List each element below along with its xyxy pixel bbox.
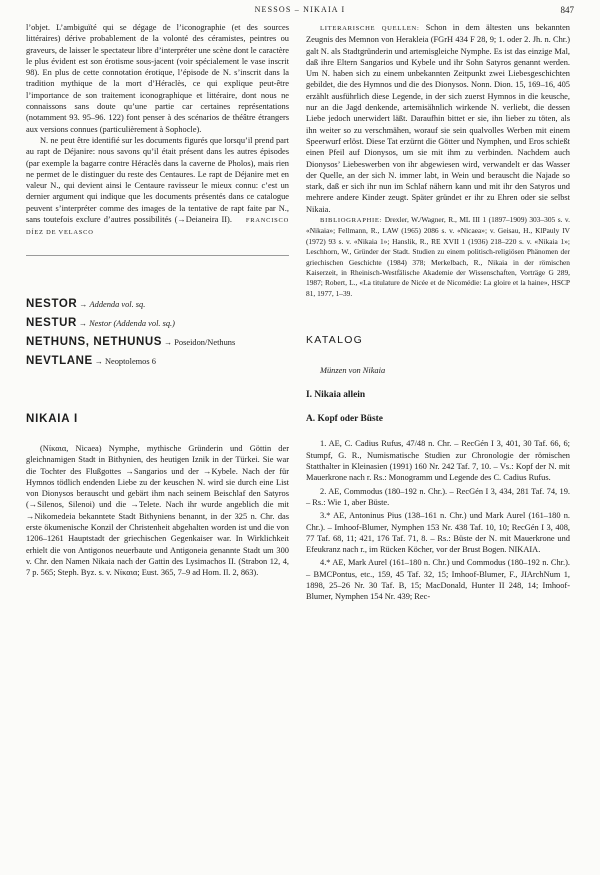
katalog-subheading: Münzen von Nikaia — [320, 365, 386, 375]
arrow-icon: → — [94, 356, 103, 366]
page-number: 847 — [560, 5, 574, 15]
crossref-link[interactable]: Neoptolemos 6 — [104, 356, 156, 366]
running-head-title: NESSOS – NIKAIA I — [254, 5, 346, 14]
nessos-paragraph-end: l’objet. L’ambiguïté qui se dégage de l’iconographie (et des sources littéraires) dérive probablement de la volonté des céramistes, peintres ou graveurs, de laisser le spectateur libre d’interpréter une scène dont le caractère le plus évident est son érotisme sous-jacent (voir spécialement le vase inscrit 98). En plus de cette connotation érotique, l’épisode de N. s’inscrit dans la tradition mythique de la mort d’Héraclès, ce qui explique peut-être l’importance de son traitement iconographique et littéraire, dont nous ne connaissons sans doute qu’une partie car certaines représentations (notamment 93. 95–96. 122) font penser à des scénarios de théâtre étrangers aux versions connues (particulièrement à Sophocle). — [26, 23, 289, 134]
coin-entry: 4.* AE, Mark Aurel (161–180 n. Chr.) und Commodus (180–192 n. Chr.). – BMCPontus, etc., 159, 45 Taf. 32, 15; Imhoof-Blumer, F., JIArchNum 1, 1898, 25–26 Nr. 30 Taf. B, 15; MacDonald, Hunter II 248, 14; Imhoof-Blumer, Nymphen 154 Nr. 439; Rec- — [306, 558, 570, 602]
section-heading: I. Nikaia allein — [306, 389, 366, 400]
bibliography-label: BIBLIOGRAPHIE: — [320, 217, 383, 225]
section-divider — [26, 255, 289, 256]
article-author: FRANCISCO DÍEZ DE VELASCO — [26, 217, 289, 237]
crossref-head: NEVTLANE — [26, 354, 93, 367]
running-head — [0, 5, 600, 19]
nessos-paragraph-identification-text: N. ne peut être identifié sur les documents figurés que lorsqu’il prend part au rapt de Déjanire: nous savons qu’il était présent dans les autres épisodes (par exemple la bagarre contre Héraclès dans la caverne de Pholos), mais rien ne permet de le distinguer du reste des Centaures. Le rapt de Déjanire met en valeur N., qui devient ainsi le Centaure ravisseur le mieux connu: c’est un dernier argument qui indique que les documents présentés dans ce catalogue peuvent s’interpréter comme des images de la tentative de rapt faite par N., sans toutefois exclure d’autres possibilités (→Deianeira II). — [26, 135, 289, 225]
coin-catalogue — [306, 438, 570, 602]
nessos-paragraph-identification — [26, 135, 289, 239]
crossref-nestur — [26, 317, 289, 330]
literary-sources-text: Schon in dem ältesten uns bekannten Zeugnis des Memnon von Herakleia (FGrH 434 F 28, 9; 1. oder 2. Jh. n. Chr.) galt N. als Stadtgründerin und artemisgleiche Nymphe. Es ist das einzige Mal, daß ihre Eltern Sangarios und Kybele und ihr Sohn Satyros genannt werden. Um N. haben sich zu einem unbekannten Zeitpunkt zwei Liebesgeschichten gebildet, die des Hymnos und die des Dionysos. Nonn. Dion. 15, 169–16, 405 erzählt ausführlich diese Legende, in der sich zuerst Hymnos in die keusche, nur an die Jagd denkende, artemisähnlich wirkende N. verliebt, die dessen Liebe jedoch unerwidert läßt. Daraufhin bittet er sie, ihn lieber zu töten, als ihn weiter so zu verschmähen, worauf sie sein qualvolles Werben mit einem Speerwurf erlöst. Diese Tat erzürnt die Götter und Nymphen, und Eros schießt einen Pfeil auf Dionysos, um sie mit ihm zu verbinden. Nachdem auch Dionysos’ Liebeswerben von ihr abgewiesen wird, verwandelt er das Wasser der Quelle, an der sich N. immer labt, in Wein und berauscht die Najade so stark, daß er sich ihr nun im Schlaf nähern kann und mit ihr den Satyros und mehrere andere Kinder zeugt. Später gründet er ihr zu Ehren oder sie selbst Nikaia. — [306, 23, 570, 214]
crossref-nethuns — [26, 336, 289, 349]
subsection-heading: A. Kopf oder Büste — [306, 414, 383, 425]
coin-entry: 3.* AE, Antoninus Pius (138–161 n. Chr.) und Mark Aurel (161–180 n. Chr.). – Imhoof-Blumer, Nymphen 153 Nr. 438 Taf. 10, 10; RecGén I 3, 408, 77 Taf. 68, 11; 421, 176 Taf. 71, 8. – Rs.: Büste der N. mit Mauerkrone und Efeukranz nach r., im Rücken Köcher, vor der Brust Bogen. ΝΙΚΑΙΑ. — [306, 511, 570, 555]
arrow-icon: → — [164, 337, 173, 347]
left-column — [26, 22, 289, 579]
literary-sources-paragraph — [306, 22, 570, 215]
bibliography-text: Drexler, W./Wagner, R., ML III 1 (1897–1909) 303–305 s. v. «Nikaia»; Fellmann, R., LAW (1965) 2086 s. v. «Nicaea»; v. Geisau, H., KlPauly IV (1972) 93 s. v. «Nikaia 1»; Hanslik, R., RE XVII 1 (1936) 218–220 s. v. «Nikaia 1»; Leschhorn, W., Gründer der Stadt. Studien zu einem politisch-religiösen Phänomen der griechischen Geschichte (1984) 378; Merkelbach, R., Nikaia in der römischen Kaiserzeit, in Rheinisch-Westfälische Akademie der Wissenschaften, Vorträge G 289, 1987; Robert, L., «La titulature de Nicée et de Nicomédie: La gloire et la haine», HSCP 81, 1977, 1–39. — [306, 215, 570, 298]
katalog-heading: KATALOG — [306, 334, 364, 347]
arrow-icon: → — [78, 318, 87, 328]
nikaia-introduction: (Νίκαια, Nicaea) Nymphe, mythische Gründerin und Göttin der gleichnamigen Stadt in Bithynien, des heutigen Iznik in der Türkei. Sie war die Tochter des Flußgottes →Sangarios und der →Kybele. Nach der für Hymnos tödlich endenden Liebe zu der keuschen N. wird sie durch eine List von Dionysos berauscht und gebärt ihm nach seinem Beischlaf den Satyros (→Silenos, Silenoi) und die →Telete. Nach ihr wurde angeblich die mit →Nikomedeia bekanntete Stadt Bithyniens benannt, in der 325 n. Chr. das erste ökumenische Konzil der Christenheit abgehalten worden ist und die von 1206–1261 Hauptstadt der griechischen Gegenkaiser war. In Wirklichkeit erhielt die von Antigonos neuerbaute und Antigoneia genannte Stadt um 300 v. Chr. den Namen Nikaia nach der Gattin des Lysimachos II. (Strabon 12, 4, 7 p. 565; Steph. Byz. s. v. Νίκαια; Eust. 365, 7–9 ad Hom. Il. 2, 863). — [26, 443, 289, 578]
crossref-head: NETHUNS, NETHUNUS — [26, 335, 163, 348]
crossref-head: NESTUR — [26, 316, 77, 329]
crossref-link[interactable]: Addenda vol. sq. — [89, 299, 146, 309]
crossref-nevtlane — [26, 355, 289, 368]
right-column — [306, 22, 570, 605]
crossref-nestor — [26, 298, 289, 311]
coin-entry: 2. AE, Commodus (180–192 n. Chr.). – RecGén I 3, 434, 281 Taf. 74, 19. – Rs.: Wie 1, aber Büste. — [306, 486, 570, 507]
crossref-link[interactable]: Nestor (Addenda vol. sq.) — [89, 318, 175, 328]
coin-entry: 1. AE, C. Cadius Rufus, 47/48 n. Chr. – RecGén I 3, 401, 30 Taf. 66, 6; Stumpf, G. R., Numismatische Studien zur Chronologie der römischen Statthalter in Kleinasien (1991) 160 Nr. 242 Taf. 7, 10. – Vs.: Kopf der N. mit Mauerkrone nach r. Rs.: Monogramm und Legende des C. Cadius Rufus. — [306, 439, 570, 483]
literary-sources-label: LITERARISCHE QUELLEN: — [320, 25, 420, 32]
crossref-head: NESTOR — [26, 297, 78, 310]
crossref-link[interactable]: Poseidon/Nethuns — [174, 337, 236, 347]
bibliography — [306, 215, 570, 299]
article-title: NIKAIA I — [26, 412, 78, 425]
arrow-icon: → — [79, 299, 88, 309]
